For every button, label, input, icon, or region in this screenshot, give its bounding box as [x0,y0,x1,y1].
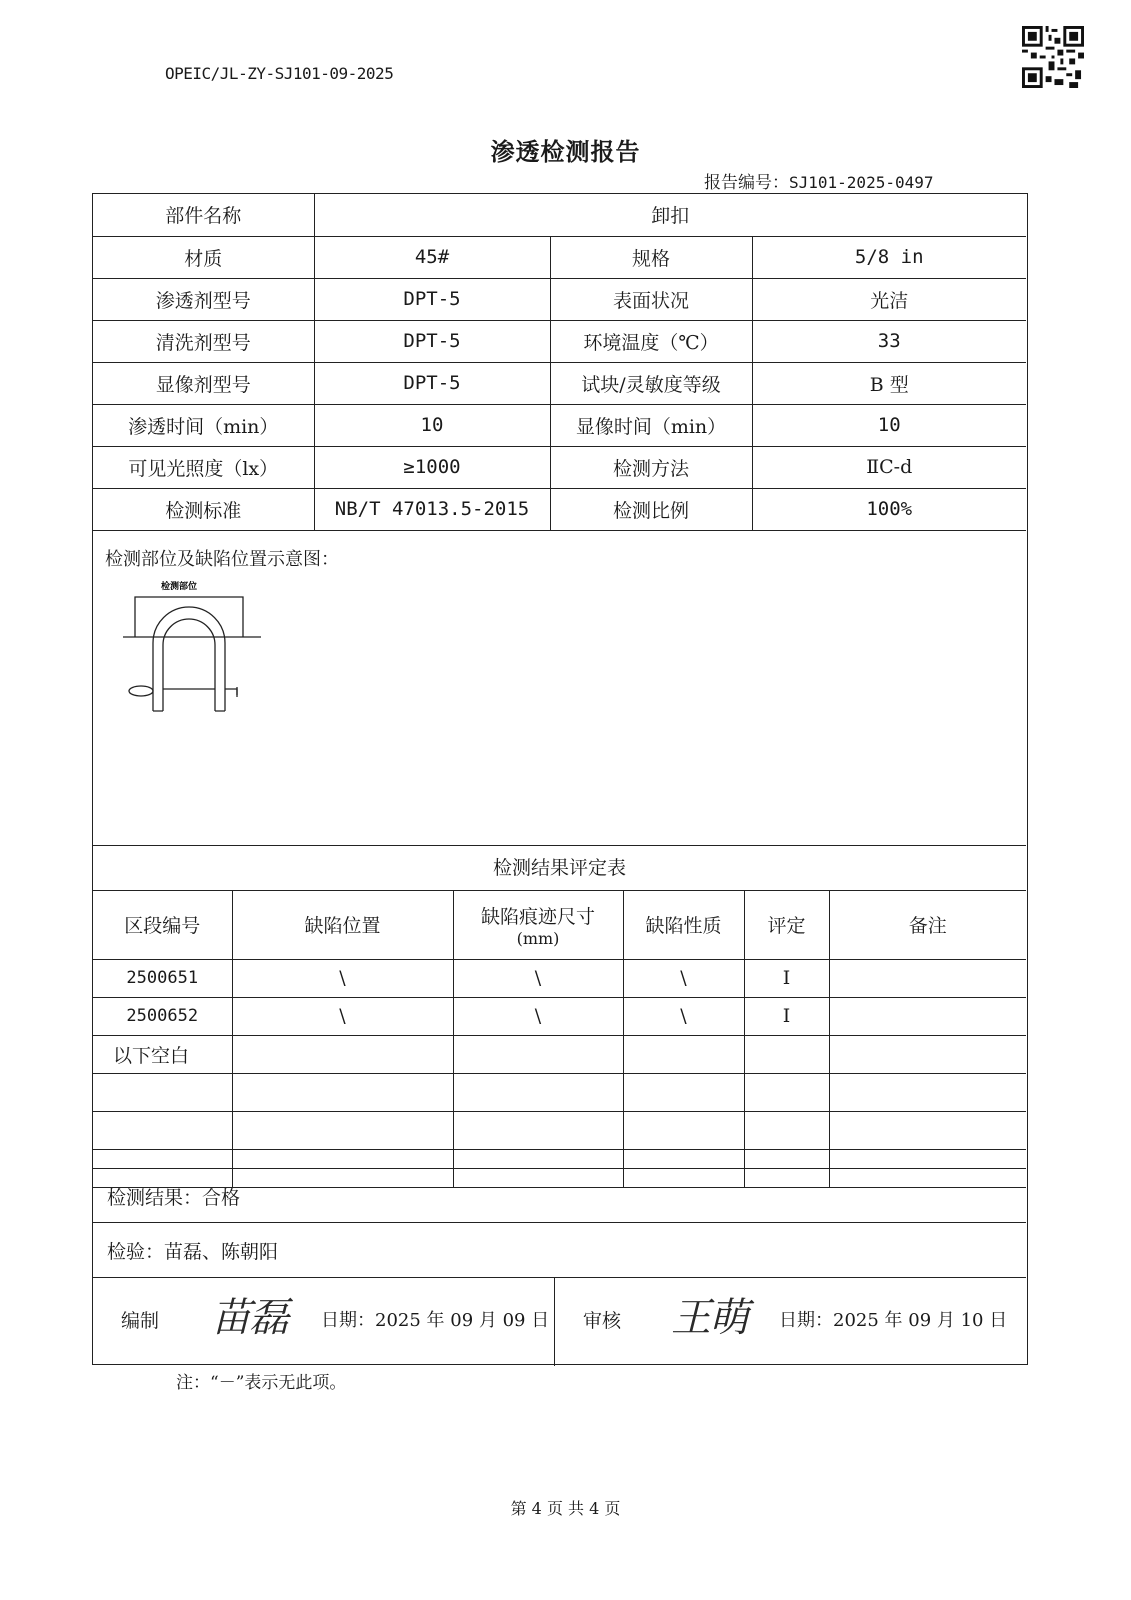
empty-cell [623,1111,744,1149]
empty-cell [232,1035,453,1073]
column-header: 评定 [744,891,829,959]
prepared-label: 编制 [121,1310,160,1332]
result-label: 检测结果： [107,1187,203,1209]
report-number-label: 报告编号： [704,173,789,193]
info-value: 光洁 [752,278,1026,320]
column-header [453,891,623,959]
column-header-line: 缺陷痕迹尺寸 [480,905,595,928]
info-value: NB/T 47013.5-2015 [314,488,550,530]
empty-cell [232,1111,453,1149]
signoff-divider [554,1278,555,1366]
column-header-unit: (mm) [516,928,560,948]
info-row [93,278,1026,320]
shackle-sketch-icon [121,579,261,729]
empty-cell [93,1111,232,1149]
info-label: 清洗剂型号 [93,320,314,362]
review-date: 日期：2025 年 09 月 10 日 [779,1310,1008,1331]
inspector-line [93,1222,1026,1277]
info-label: 检测比例 [550,488,752,530]
result-line [93,1168,1026,1222]
info-label: 显像时间（min） [550,404,752,446]
info-row [93,362,1026,404]
info-table [93,194,1026,531]
review-signature: 王萌 [671,1295,747,1341]
info-value: DPT-5 [314,362,550,404]
info-value: 卸扣 [314,194,1026,236]
remark [829,997,1026,1035]
footnote: 注：“－”表示无此项。 [176,1373,347,1393]
info-label: 规格 [550,236,752,278]
info-row [93,446,1026,488]
info-row [93,194,1026,236]
table-row [93,1035,1026,1073]
grade: I [744,997,829,1035]
table-header-row [93,891,1026,959]
empty-cell [453,1111,623,1149]
sketch-caption: 检测部位 [161,582,198,592]
info-row [93,320,1026,362]
info-label: 可见光照度（lx） [93,446,314,488]
report-frame [92,193,1028,1365]
inspector-label: 检验： [107,1241,165,1263]
column-header: 区段编号 [93,891,232,959]
info-label: 部件名称 [93,194,314,236]
info-label: 渗透剂型号 [93,278,314,320]
empty-cell [744,1035,829,1073]
empty-cell [623,1035,744,1073]
page-title: 渗透检测报告 [490,137,641,166]
empty-cell [829,1035,1026,1073]
empty-cell [829,1073,1026,1111]
info-value: 100% [752,488,1026,530]
empty-cell [744,1111,829,1149]
section-id: 2500652 [93,997,232,1035]
defect-nature: \ [623,997,744,1035]
empty-cell [453,1073,623,1111]
section-id: 2500651 [93,959,232,997]
inspector-value: 苗磊、陈朝阳 [164,1241,279,1263]
info-row [93,404,1026,446]
report-number-value: SJ101-2025-0497 [789,173,934,192]
table-row [93,1111,1026,1149]
table-row [93,959,1026,997]
grade: I [744,959,829,997]
diagram-label: 检测部位及缺陷位置示意图： [105,549,339,570]
table-row [93,1073,1026,1111]
diagram-area [93,539,1026,846]
info-label: 显像剂型号 [93,362,314,404]
table-row [93,997,1026,1035]
info-row [93,488,1026,530]
remark [829,959,1026,997]
evaluation-table [93,891,1026,1188]
info-value: B 型 [752,362,1026,404]
info-value: ⅡC-d [752,446,1026,488]
info-label: 渗透时间（min） [93,404,314,446]
info-value: 10 [752,404,1026,446]
defect-size: \ [453,997,623,1035]
blank-label: 以下空白 [93,1035,232,1073]
prepared-date: 日期：2025 年 09 月 09 日 [321,1310,550,1331]
info-label: 检测方法 [550,446,752,488]
column-header: 备注 [829,891,1026,959]
info-value: 5/8 in [752,236,1026,278]
empty-cell [829,1111,1026,1149]
info-value: DPT-5 [314,320,550,362]
defect-size: \ [453,959,623,997]
signoff-row [93,1277,1026,1365]
result-value: 合格 [202,1187,241,1209]
info-label: 材质 [93,236,314,278]
info-value: DPT-5 [314,278,550,320]
info-label: 表面状况 [550,278,752,320]
page-number: 第 4 页 共 4 页 [510,1499,621,1518]
info-label: 试块/灵敏度等级 [550,362,752,404]
info-row [93,236,1026,278]
empty-cell [232,1073,453,1111]
evaluation-title: 检测结果评定表 [93,846,1026,891]
info-value: 45# [314,236,550,278]
column-header: 缺陷性质 [623,891,744,959]
empty-cell [623,1073,744,1111]
empty-cell [744,1073,829,1111]
info-value: 10 [314,404,550,446]
empty-cell [453,1035,623,1073]
report-number [704,168,934,193]
defect-position: \ [232,997,453,1035]
info-label: 检测标准 [93,488,314,530]
info-value: ≥1000 [314,446,550,488]
defect-position: \ [232,959,453,997]
defect-nature: \ [623,959,744,997]
document-code: OPEIC/JL-ZY-SJ101-09-2025 [165,64,394,83]
empty-cell [93,1073,232,1111]
review-label: 审核 [583,1310,622,1332]
prepared-signature: 苗磊 [211,1295,287,1341]
qr-code-icon [1022,26,1084,88]
info-label: 环境温度（℃） [550,320,752,362]
column-header: 缺陷位置 [232,891,453,959]
info-value: 33 [752,320,1026,362]
